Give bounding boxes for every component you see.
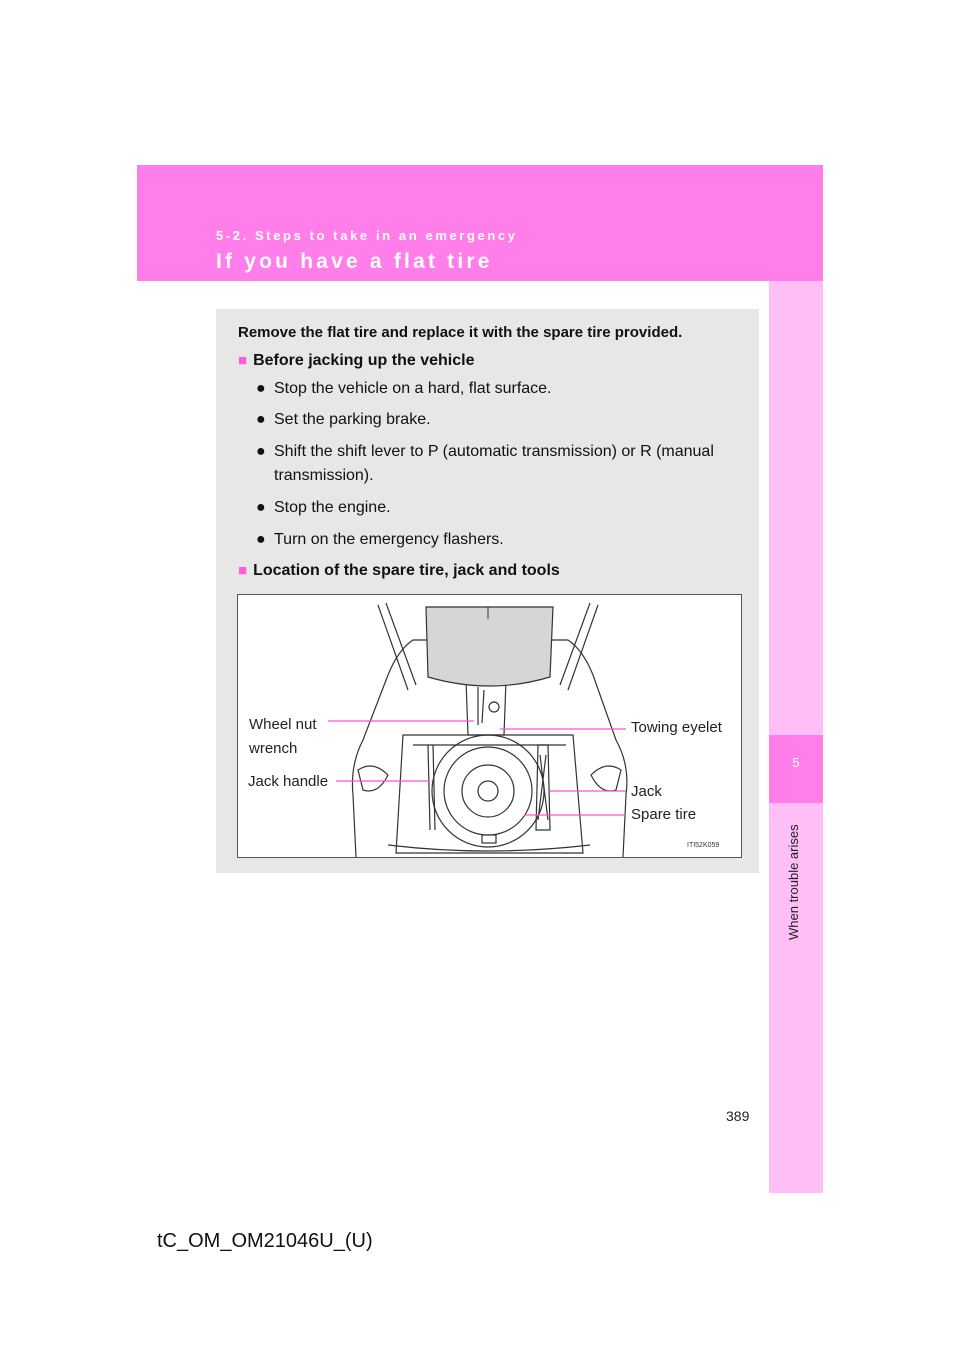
list-item: ● Stop the vehicle on a hard, flat surface. — [256, 377, 746, 401]
subheading-before-jacking — [238, 352, 474, 370]
figure-code: ITI52K059 — [687, 842, 720, 849]
callout-wheel-nut-wrench: Wheel nut wrench — [249, 716, 317, 757]
subheading-location — [238, 562, 560, 580]
page-title: If you have a flat tire — [216, 250, 493, 273]
bullet-icon: ● — [256, 380, 266, 397]
callout-spare-tire: Spare tire — [631, 806, 697, 823]
document-code: tC_OM_OM21046U_(U) — [157, 1230, 373, 1252]
list-item: ● Turn on the emergency flashers. — [256, 528, 746, 552]
subheading-text: Before jacking up the vehicle — [253, 352, 475, 369]
subheading-text: Location of the spare tire, jack and tools — [253, 562, 560, 579]
bullet-icon: ● — [256, 411, 266, 428]
square-bullet-icon: ■ — [238, 562, 248, 579]
intro-text: Remove the flat tire and replace it with the spare tire provided. — [238, 324, 683, 341]
list-item: ● Shift the shift lever to P (automatic transmission) or R (manual transmission). — [256, 440, 746, 488]
bullet-icon: ● — [256, 499, 266, 516]
callout-jack: Jack — [631, 783, 662, 800]
section-label: 5-2. Steps to take in an emergency — [216, 228, 518, 243]
chapter-number: 5 — [792, 755, 800, 770]
chapter-name: When trouble arises — [786, 824, 801, 940]
page-number: 389 — [726, 1108, 750, 1124]
square-bullet-icon: ■ — [238, 352, 248, 369]
list-item: ● Set the parking brake. — [256, 408, 746, 432]
bullet-icon: ● — [256, 443, 266, 460]
list-item: ● Stop the engine. — [256, 496, 746, 520]
bullet-icon: ● — [256, 531, 266, 548]
callout-towing-eyelet: Towing eyelet — [631, 719, 722, 736]
callout-jack-handle: Jack handle — [248, 773, 329, 790]
